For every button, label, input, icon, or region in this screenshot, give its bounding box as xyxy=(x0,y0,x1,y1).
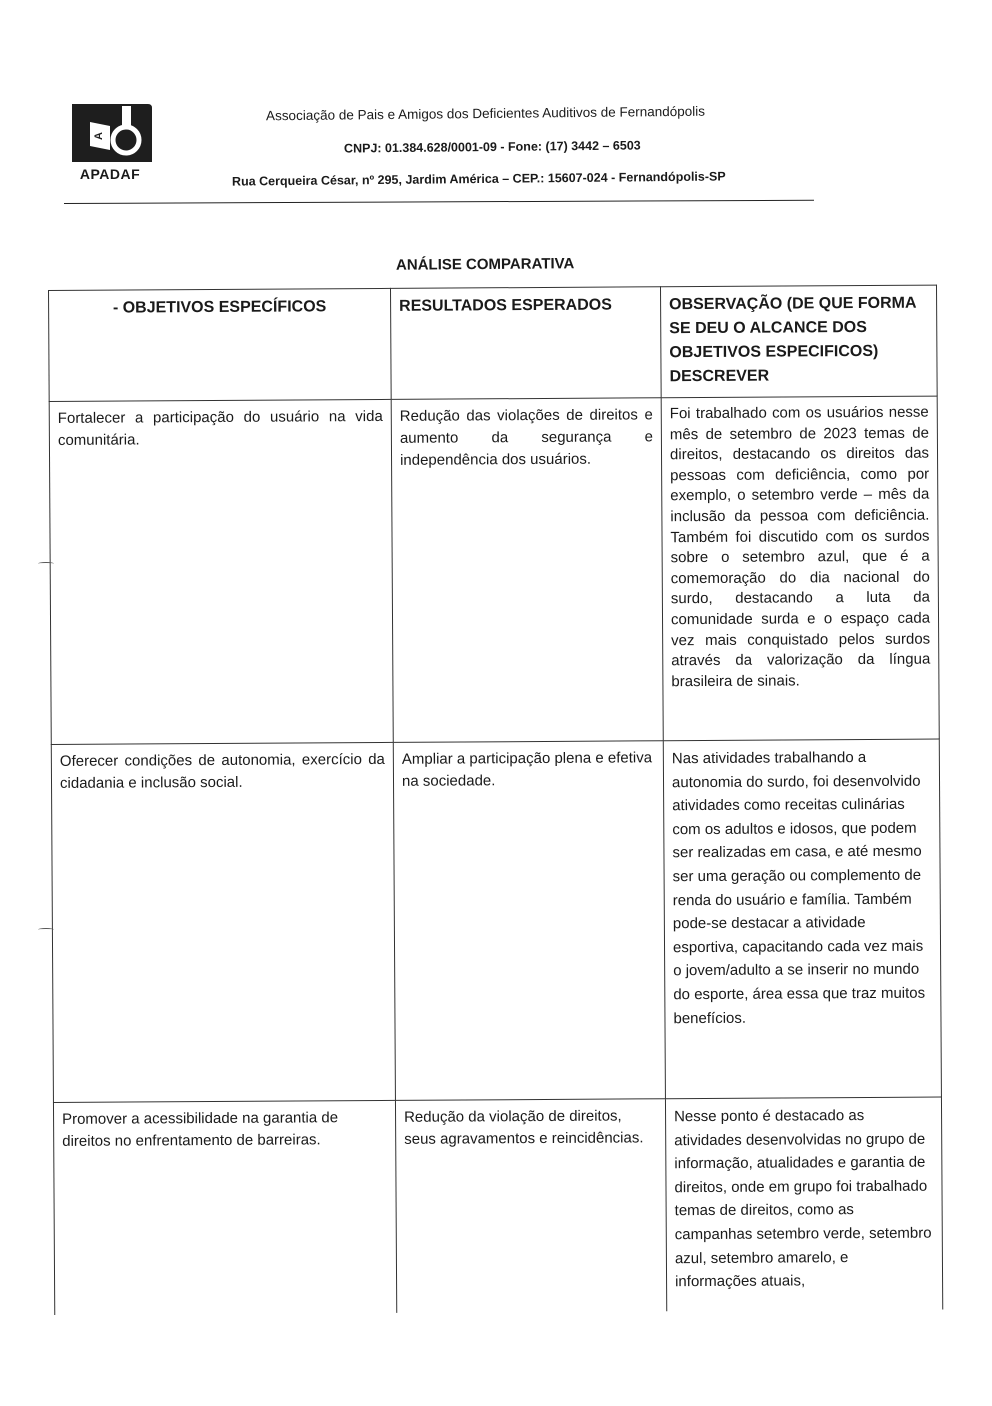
header-observacao: OBSERVAÇÃO (DE QUE FORMA SE DEU O ALCANCE DOS OBJETIVOS ESPECIFICOS) DESCREVER xyxy=(660,285,937,398)
comparative-table xyxy=(48,285,942,1338)
document-title: ANÁLISE COMPARATIVA xyxy=(395,255,575,274)
punch-mark xyxy=(38,928,54,931)
address-line: Rua Cerqueira César, nº 295, Jardim América – CEP.: 15607-024 - Fernandópolis-SP xyxy=(231,169,726,189)
cell-resultado: Ampliar a participação plena e efetiva na sociedade. xyxy=(393,741,665,1101)
header-divider xyxy=(64,200,814,204)
cell-resultado: Redução da violação de direitos, seus agravamentos e reincidências. xyxy=(395,1099,666,1313)
header-objetivos: - OBJETIVOS ESPECÍFICOS xyxy=(49,288,392,401)
header-resultados: RESULTADOS ESPERADOS xyxy=(390,287,661,400)
table-row xyxy=(49,396,939,744)
logo-caption: APADAF xyxy=(79,166,141,182)
cell-observacao: Nas atividades trabalhando a autonomia do surdo, foi desenvolvido atividades como receitas culinárias com os adultos e idosos, que podem ser realizadas em casa, e até mesmo ser uma geração ou complemento de renda do usuário e família. Também pode-se destacar a atividade esportiva, capacitando cada vez mais o jovem/adulto a se inserir no mundo do esporte, área essa que traz muitos benefícios. xyxy=(663,739,941,1099)
cell-objetivo: Fortalecer a participação do usuário na vida comunitária. xyxy=(49,399,393,744)
cnpj-phone-line: CNPJ: 01.384.628/0001-09 - Fone: (17) 3442 – 6503 xyxy=(343,138,641,156)
punch-mark xyxy=(38,562,54,565)
table-row xyxy=(51,739,941,1102)
svg-text:A: A xyxy=(93,132,105,140)
cell-observacao: Nesse ponto é destacado as atividades desenvolvidas no grupo de informação, atualidades e garantia de direitos, onde em grupo foi trabalhado temas de direitos, como as campanhas setembro verde, setembro azul, setembro amarelo, e informações atuais, xyxy=(665,1097,942,1311)
cell-resultado: Redução das violações de direitos e aumento da segurança e independência dos usuários. xyxy=(391,398,663,743)
cell-observacao: Foi trabalhado com os usuários nesse mês de setembro de 2023 temas de direitos, destacando os direitos das pessoas com deficiência, como por exemplo, o setembro verde – mês da inclusão da pessoa com deficiência. Também foi discutido com os surdos sobre o setembro azul, que é a comemoração do dia nacional do surdo, destacando a luta da comunidade surda e o espaço cada vez mais conquistado pelos surdos através da valorização da língua brasileira de sinais. xyxy=(661,396,939,741)
table-header-row xyxy=(49,285,938,401)
cell-objetivo: Promover a acessibilidade na garantia de direitos no enfrentamento de barreiras. xyxy=(53,1100,396,1315)
page-bottom-crop xyxy=(48,1336,948,1406)
table-row xyxy=(53,1097,942,1315)
organization-name: Associação de Pais e Amigos dos Deficientes Auditivos de Fernandópolis xyxy=(265,103,706,124)
cell-objetivo: Oferecer condições de autonomia, exercício da cidadania e inclusão social. xyxy=(51,742,395,1102)
